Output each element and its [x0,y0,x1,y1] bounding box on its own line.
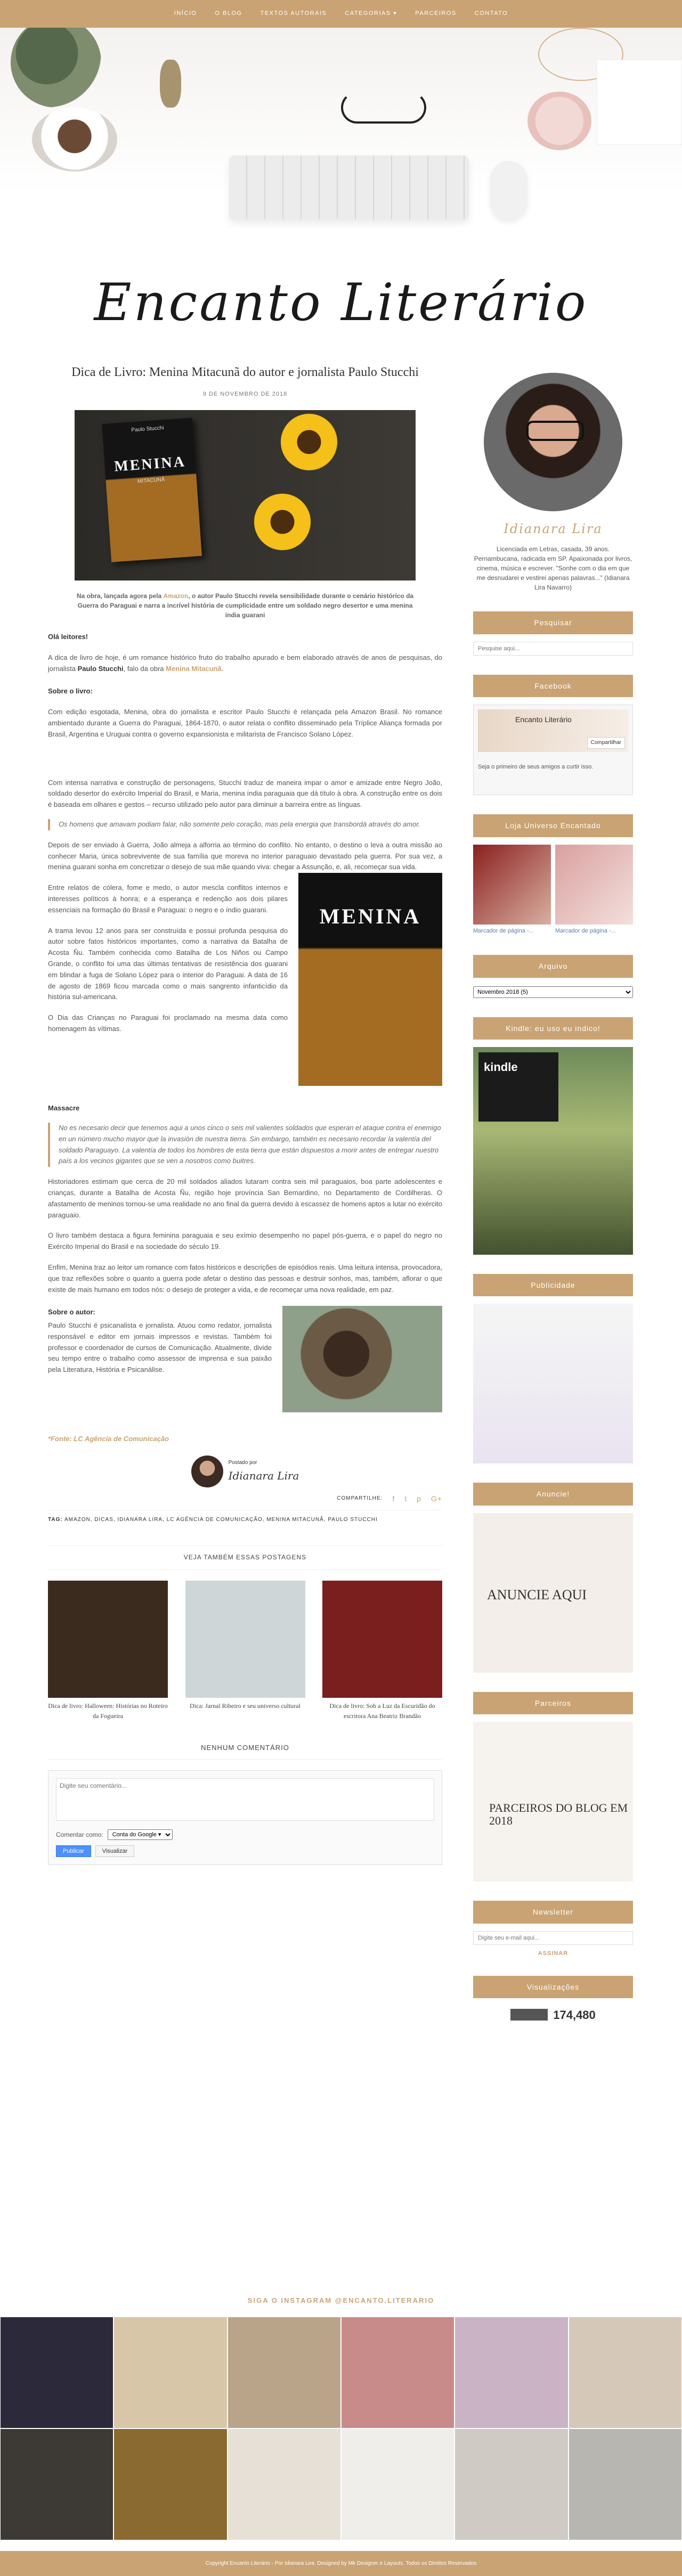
keyboard-decoration [229,156,469,219]
google-plus-icon[interactable]: G+ [431,1494,442,1503]
shop-item-caption[interactable]: Marcador de página -... [473,927,534,934]
search-input[interactable] [473,642,633,656]
subheading-about-book: Sobre o livro: [48,687,93,696]
nav-o-blog[interactable]: O BLOG [215,10,242,17]
subscribe-button[interactable]: ASSINAR [538,1950,569,1957]
counter-icon [510,2009,548,2021]
instagram-photo[interactable] [113,2317,227,2428]
comment-account-select[interactable] [108,1829,173,1840]
footer: Copyright Encanto Literário - Por Idianara Lira. Designed by Mk Designer e Layouts. Todos os Direitos Reservados [0,2551,682,2576]
widget-visits [473,1976,633,2025]
profile-photo [484,373,622,511]
quote: Os homens que amavam podiam falar, não somente pelo coração, mas pela energia que transbordá através do amor. [48,819,442,830]
related-post-card[interactable] [48,1581,168,1721]
paragraph: Com intensa narrativa e construção de personagens, Stucchi traduz de maneira impar o amor e amizade entre Negro João, soldado desertor do exército Imperial do Brasil, e Maria, menina índia paraguaia que dá título à obra. A construção entre os dois é baseada em olhares e gestos – recurso utilizado pelo autor para diminuir a barreira entre as línguas. [48,778,442,809]
related-post-caption[interactable]: Dica de livro: Halloween: Histórias no Roteiro da Fogueira [48,1702,168,1720]
top-navigation [0,0,682,28]
widget-title: Pesquisar [473,611,633,634]
widget-title: Anuncie! [473,1483,633,1505]
quote: No es necesario decir que tenemos aqui a unos cinco o seis mil valientes soldados que esperan el ataque contra el enemigo en un número mucho mayor que la invasión de nuestra tierra. Sin embargo, también es necesario recordar la valentía del soldado Paraguayo. La valentía de todos los hombres de esta tierra que están dispuestos a morir antes de entregar nuestro país a los vecinos gigantes que se ven a nosotros como buitres. [48,1123,442,1167]
widget-title: Parceiros [473,1692,633,1714]
para-text: . [221,664,224,673]
caption-text: Na obra, lançada agora pela [76,592,164,600]
caption-text: , o autor Paulo Stucchi revela sensibilidade durante o cenário histórico da Guerra do Paraguai e narra a incrível história de cumplicidade entre um soldado negro desertor e uma menina índia guarani [77,592,414,619]
paragraph: Depois de ser enviado à Guerra, João almeja a alforria ao término do conflito. No entanto, o destino o leva a outra missão ao conhecer Maria, única sobrevivente de sua família que moreva no interior paraguaio devastado pela guerra. Por sua vez, a menina guarani sonha em concretizar o desejo de sua mãe quando viva: chegar a Assunção, e, ali, recomeçar sua vida. [48,840,442,871]
paragraph: Historiadores estimam que cerca de 20 mil soldados aliados lutaram contra seis mil paraguaios, boa parte adolescentes e crianças, durante a Batalha de Acosta Ñu, região hoje província San Bernardino, no Departamento de Cordilheras. O afastamento de meninos tornou-se uma realidade no ano final da guerra devido à escassez de homens aptos a lutar no exército paraguaio. [48,1177,442,1219]
para-text: , falo da obra [123,664,166,673]
comment-as-row [56,1829,434,1840]
widget-search [473,611,633,655]
instagram-photo[interactable] [569,2317,682,2428]
anuncie-text: ANUNCIE AQUI [487,1587,587,1602]
advertising-banner[interactable] [473,1304,633,1463]
instagram-photo[interactable] [113,2428,227,2540]
sunflower-decoration [250,490,314,554]
newsletter-email-input[interactable] [473,1931,633,1945]
book-link[interactable]: Menina Mitacunã [166,664,222,673]
candle-decoration [527,92,591,150]
widget-title: Loja Universo Encantado [473,814,633,837]
widget-archive [473,955,633,997]
book-cover-subtitle: MITACUNÃ [137,477,165,485]
twitter-icon[interactable]: t [404,1494,408,1503]
subheading-massacre: Massacre [48,1104,80,1113]
para-text: A dica de livro de hoje, é um romance histórico fruto do trabalho apurado e bem elaborado através de anos de pesquisas, do jornalista [48,653,442,673]
shop-item-caption[interactable]: Marcador de página -... [555,927,616,934]
shop-item-image[interactable] [473,845,551,925]
profile-bio: Licenciada em Letras, casada, 39 anos. Pernambucana, radicada em SP. Apaixonada por livros, cinema, música e escrever. "Sonhe com o dia em que me desnudarei e vestirei apenas palavras..." (Idianara Lira Navarro) [474,545,632,592]
widget-newsletter [473,1901,633,1956]
comment-input[interactable] [56,1778,434,1821]
widget-title: Kindle: eu uso eu indico! [473,1017,633,1040]
widget-title: Publicidade [473,1274,633,1296]
blog-header [0,28,682,330]
related-post-image[interactable] [48,1581,168,1698]
image-caption [75,591,416,620]
widget-facebook [473,675,633,795]
paragraph: Paulo Stucchi é psicanalista e jornalista. Atuou como redator, jornalista responsável e editor em jornais impressos e revistas. Também foi professor e coordenador de cursos de Comunicação. Atualmente, divide seu tempo entre o trabalho como assessor de imprensa e sua paixão pela Literatura, História e Psicanálise. [48,1321,272,1374]
post-date: 9 DE NOVEMBRO DE 2018 [202,391,288,398]
shop-item[interactable] [473,845,551,936]
nav-categorias[interactable]: CATEGORIAS ▾ [345,10,397,17]
pencil-decoration [160,60,181,108]
greeting: Olá leitores! [48,632,88,641]
publish-button[interactable]: Publicar [56,1845,91,1857]
share-row [48,1493,442,1504]
pinterest-icon[interactable]: p [417,1494,421,1503]
facebook-share-button[interactable]: Compartilhar [587,737,625,749]
posted-by-label: Postado por [228,1460,257,1466]
preview-button[interactable]: Visualizar [95,1845,135,1857]
visits-count: 174,480 [553,2008,596,2022]
paragraph: Com edição esgotada, Menina, obra do jornalista e escritor Paulo Stucchi é relançada pela Amazon Brasil. No romance ambientado durante a Guerra do Paraguai, 1864-1870, o autor relata o conflito disseminado pela Tríplice Aliança formada por Brasil, Argentina e Uruguai contra o governo expansionista e militarista de Francisco Solano López. [48,708,442,738]
facebook-icon[interactable]: f [392,1494,395,1503]
share-label: COMPARTILHE: [337,1495,383,1502]
tags-label: TAG: [48,1517,63,1523]
paragraph: A trama levou 12 anos para ser construída e possui profunda pesquisa do autor sobre fatos históricos importantes, como a narrativa da Batalha de Acosta Ñu. Também conhecida como Batalha de Los Niños ou Campo Grande, o conflito foi uma das últimas tentativas de resistência dos guarani em blindar a fuga de Solano López para o interior do Paraguai. A data de 16 de agosto de 1869 ficou marcada como o mais sangrento infanticídio da história sul-americana. [48,926,288,1001]
nav-inicio[interactable]: INÍCIO [174,10,197,17]
widget-title: Newsletter [473,1901,633,1923]
blog-logo[interactable]: Encanto Literário [94,273,588,330]
instagram-photo[interactable] [341,2317,454,2428]
related-posts-title: VEJA TAMBÉM ESSAS POSTAGENS [48,1545,442,1569]
related-post-image[interactable] [185,1581,305,1698]
intro-paragraph [48,652,442,675]
widget-advertising [473,1274,633,1463]
post-title[interactable]: Dica de Livro: Menina Mitacunã do autor e jornalista Paulo Stucchi [71,365,419,379]
visits-counter [473,2006,633,2024]
posted-by-block [48,1455,442,1487]
widget-title: Visualizações [473,1976,633,1998]
profile-name: Idianara Lira [504,521,603,536]
nav-textos-autorais[interactable]: TEXTOS AUTORAIS [260,10,327,17]
related-post-card[interactable] [322,1581,442,1721]
kindle-ad[interactable] [473,1047,633,1255]
facebook-cover[interactable] [478,709,628,752]
widget-partners [473,1692,633,1882]
posted-by-name[interactable]: Idianara Lira [228,1469,299,1483]
book-cover [102,418,202,562]
paragraph: Entre relatos de cólera, fome e medo, o autor mescla conflitos internos e interesses políticos à honra; e a esperança e redenção aos dois pilares essenciais na formação do Brasil e Paraguai: o negro e o índio guarani. [48,884,288,914]
plant-decoration [11,28,101,108]
instagram-photo[interactable] [228,2428,341,2540]
instagram-photo[interactable] [0,2317,113,2428]
widget-title: Arquivo [473,955,633,977]
instagram-photo[interactable] [228,2317,341,2428]
related-post-caption[interactable]: Dica: Jarnal Ribeiro e seu universo cultural [190,1702,301,1710]
tags-row [48,1510,442,1524]
source-link[interactable]: *Fonte: LC Agência de Comunicação [48,1435,169,1443]
author-photo [282,1306,442,1412]
facebook-sub: Seja o primeiro de seus amigos a curtir isso. [478,764,594,771]
related-post-image[interactable] [322,1581,442,1698]
widget-kindle [473,1017,633,1255]
book-cover-author: Paulo Stucchi [131,425,164,434]
book-cover-title: MENINA [113,453,186,475]
widget-title: Facebook [473,675,633,697]
tags-list[interactable]: AMAZON, DICAS, IDIANARA LIRA, LC AGÊNCIA DE COMUNICAÇÃO, MENINA MITACUNÃ, PAULO STUCCHI [64,1517,378,1523]
avatar [191,1455,223,1487]
comment-as-label: Comentar como: [56,1830,103,1838]
instagram-photo[interactable] [0,2428,113,2540]
instagram-photo[interactable] [569,2428,682,2540]
amazon-link[interactable]: Amazon [163,592,189,600]
paragraph: Enfim, Menina traz ao leitor um romance com fatos históricos e descrições de episódios reais. Uma leitura intensa, provocadora, que traz reflexões sobre o quanto a guerra pode afetar o destino das pessoas e destruir sonhos, mas, também, aflorar o que existe de mais humano em todos nós: o desejo de proteger a vida, e de recomeçar uma nova realidade, em paz. [48,1263,442,1294]
subheading-about-author: Sobre o autor: [48,1308,95,1316]
instagram-photo[interactable] [454,2428,568,2540]
instagram-photo[interactable] [341,2428,454,2540]
widget-shop [473,814,633,936]
widget-anuncie [473,1483,633,1672]
related-post-card[interactable] [185,1581,305,1721]
notebook-decoration [597,60,682,145]
facebook-page-name[interactable]: Encanto Literário [515,715,572,724]
related-posts [48,1581,442,1721]
nav-parceiros[interactable]: PARCEIROS [415,10,457,17]
archive-select[interactable] [473,986,633,998]
post-column [48,362,442,1865]
kindle-brand: kindle [478,1052,558,1122]
instagram-grid [0,2317,682,2540]
partners-text: PARCEIROS DO BLOG EM 2018 [489,1801,628,1828]
comments-title: NENHUM COMENTÁRIO [48,1743,442,1760]
shop-item-image[interactable] [555,845,633,925]
shop-item[interactable] [555,845,633,936]
related-post-caption[interactable]: Dica de livro: Sob a Luz da Escuridão do escritora Ana Beatriz Brandão [329,1702,435,1720]
post-featured-image [75,410,416,580]
nav-contato[interactable]: CONTATO [474,10,508,17]
glasses-decoration [341,92,426,124]
instagram-title[interactable]: SIGA O INSTAGRAM @ENCANTO.LITERARIO [247,2296,435,2304]
anuncie-banner[interactable] [473,1513,633,1673]
sunflower-decoration [277,410,341,474]
paragraph: O Dia das Crianças no Paraguai foi proclamado na mesma data como homenagem às vítimas. [48,1013,288,1033]
book-cover-title: MENINA [319,904,421,929]
mouse-decoration [490,161,527,219]
partners-banner[interactable] [473,1722,633,1882]
author-name: Paulo Stucchi [77,664,124,673]
sidebar [473,373,633,2024]
comment-form [48,1770,442,1865]
facebook-page-box [473,705,633,795]
coffee-mug-decoration [32,108,117,171]
instagram-photo[interactable] [454,2317,568,2428]
book-cover-image [298,873,442,1086]
paragraph: O livro também destaca a figura feminina paraguaia e seu exímio desempenho no papel pós-guerra, e o papel do negro no Exército Imperial do Brasil e na sociedade do século 19. [48,1231,442,1251]
